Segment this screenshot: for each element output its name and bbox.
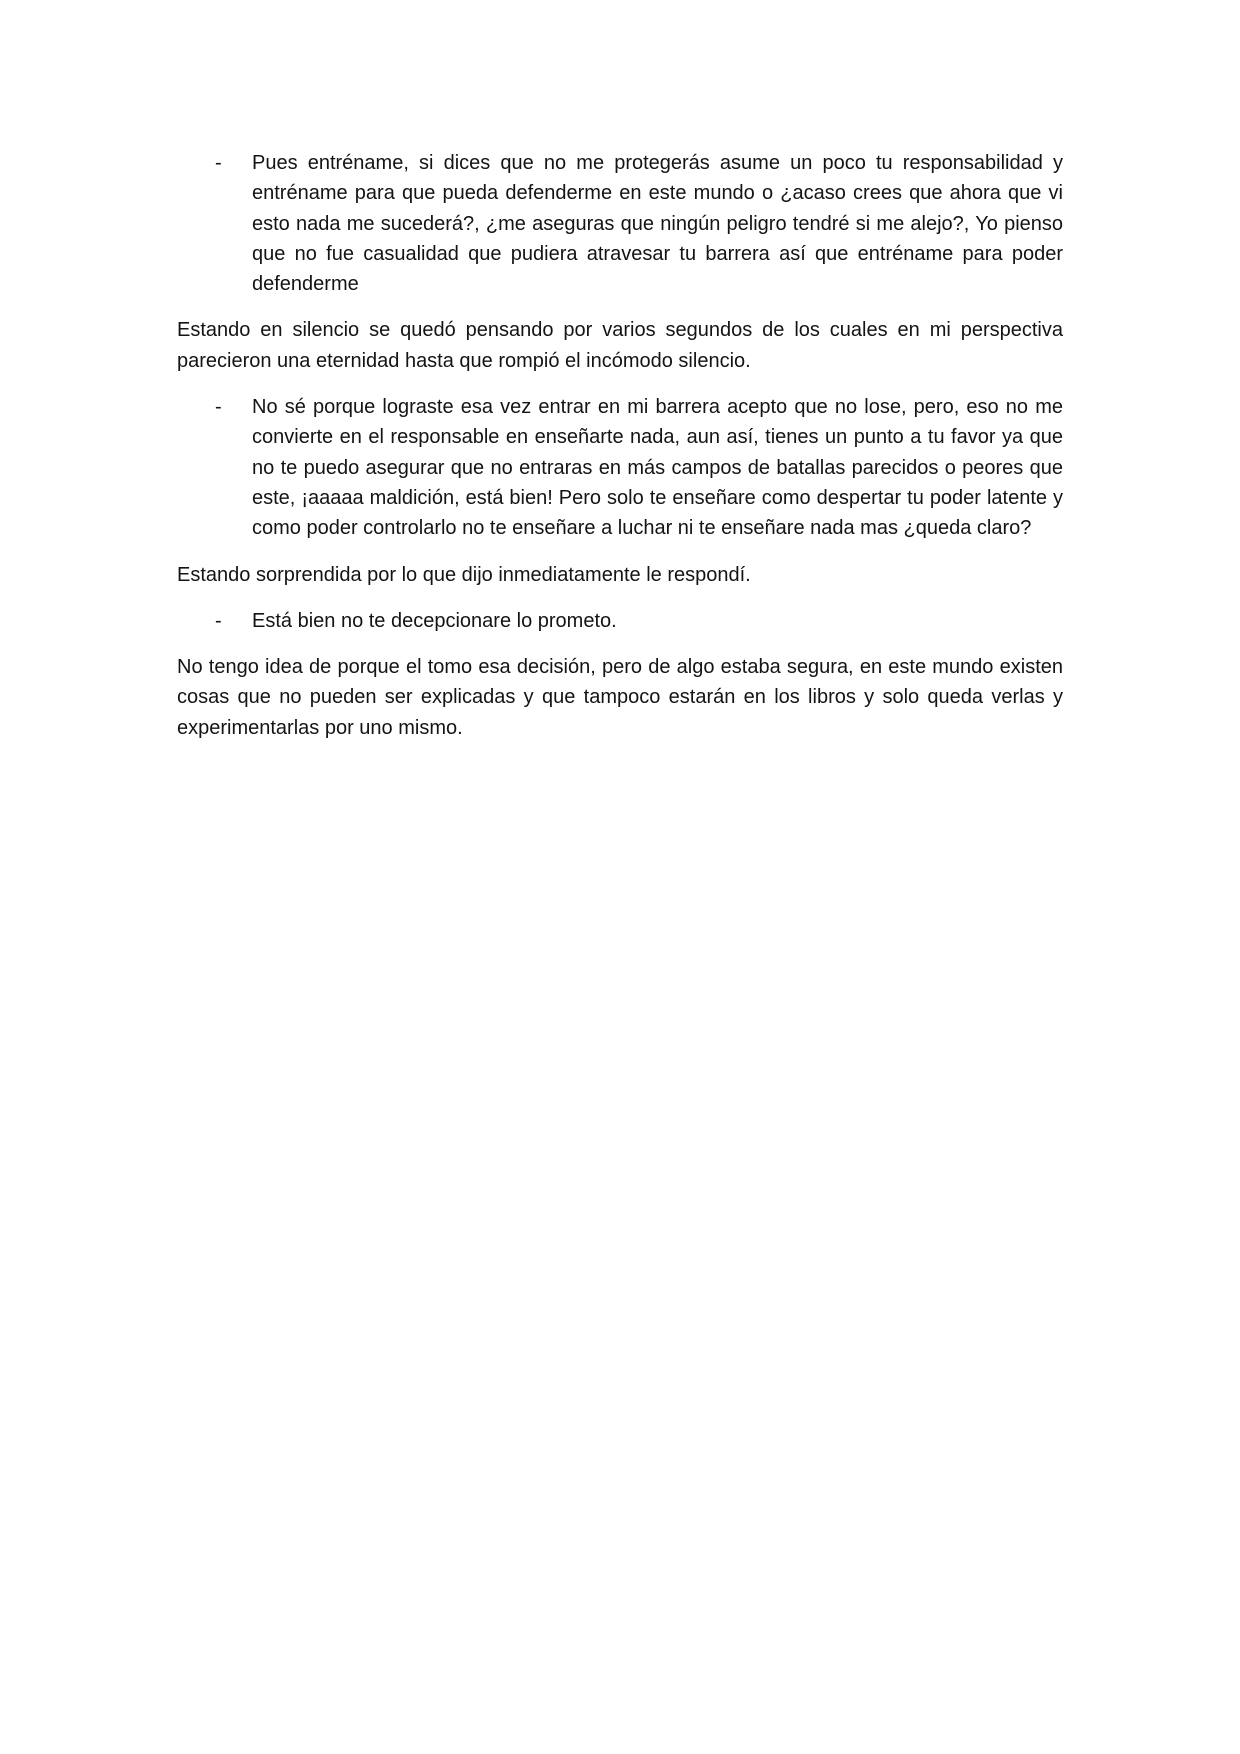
dialogue-dash: - xyxy=(215,152,222,174)
narrative-paragraph: Estando en silencio se quedó pensando por varios segundos de los cuales en mi perspectiva parecieron una eternidad hasta que rompió el incómodo silencio. xyxy=(177,319,1063,372)
dialogue-text: Pues entréname, si dices que no me protegerás asume un poco tu responsabilidad y entréname para que pueda defenderme en este mundo o ¿acaso crees que ahora que vi esto nada me sucederá?, ¿me aseguras que ningún peligro tendré si me alejo?, Yo pienso que no fue casualidad que pudiera atravesar tu barrera así que entréname para poder defenderme xyxy=(252,152,1063,296)
narrative-paragraph: Estando sorprendida por lo que dijo inmediatamente le respondí. xyxy=(177,563,751,586)
dialogue-dash: - xyxy=(215,609,222,632)
dialogue-line xyxy=(177,148,1063,299)
dialogue-text: No sé porque lograste esa vez entrar en mi barrera acepto que no lose, pero, eso no me convierte en el responsable en enseñarte nada, aun así, tienes un punto a tu favor ya que no te puedo asegurar que no entraras en más campos de batallas parecidos o peores que este, ¡aaaaa maldición, está bien! Pero solo te enseñare como despertar tu poder latente y como poder controlarlo no te enseñare a luchar ni te enseñare nada mas ¿queda claro? xyxy=(252,396,1063,540)
narrative-paragraph: No tengo idea de porque el tomo esa decisión, pero de algo estaba segura, en este mundo existen cosas que no pueden ser explicadas y que tampoco estarán en los libros y solo queda verlas y experimentarlas por uno mismo. xyxy=(177,656,1063,739)
document-body xyxy=(177,148,1063,759)
dialogue-line xyxy=(177,392,1063,543)
dialogue-line xyxy=(177,606,1063,636)
dialogue-dash: - xyxy=(215,396,222,419)
dialogue-text: Está bien no te decepcionare lo prometo. xyxy=(252,609,617,632)
